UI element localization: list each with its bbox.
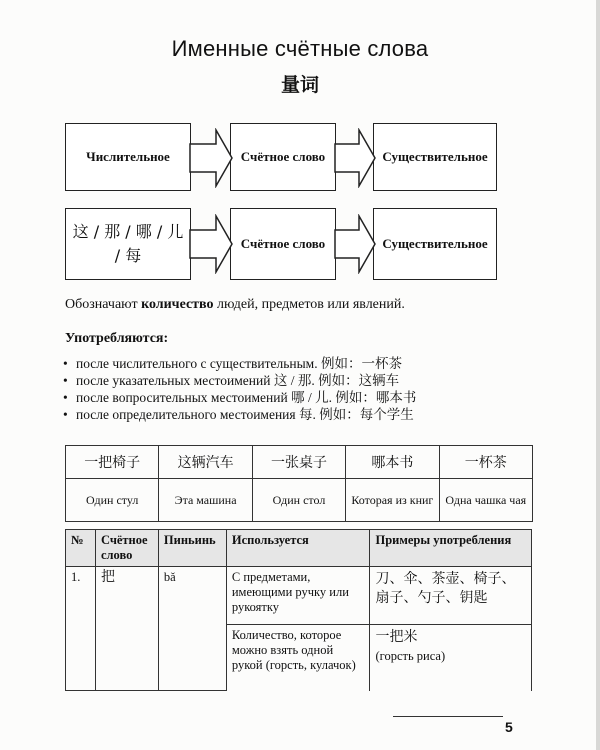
flow2-box-pronouns: 这 / 那 / 哪 / 儿 / 每 [65, 208, 191, 280]
table-cell: 一杯茶 [439, 446, 532, 479]
table-cell: Один стол [252, 479, 345, 522]
uses-heading: Употребляются: [65, 331, 169, 346]
bullet-icon: • [63, 373, 68, 388]
header-cell: Используется [226, 530, 370, 567]
page-title: Именные счётные слова [171, 36, 429, 61]
lead-sentence [65, 297, 405, 313]
pinyin: bǎ [158, 567, 226, 691]
header-cell: Примеры употребления [370, 530, 532, 567]
table-cell: Одна чашка чая [439, 479, 532, 522]
page-subtitle: 量词 [280, 74, 319, 96]
bullet-icon: • [63, 407, 68, 422]
header-cell: № [66, 530, 96, 567]
bullet-icon: • [63, 390, 68, 405]
usage-cell: Количество, которое можно взять одной рукой (горсть, кулачок) [226, 625, 370, 691]
flow1-box-noun: Существительное [373, 123, 497, 191]
flow1-box-numeral: Числительное [65, 123, 191, 191]
flow2-box-counter: Счётное слово [230, 208, 336, 280]
table-cell: Эта машина [159, 479, 252, 522]
usage-list [63, 355, 416, 423]
list-item [63, 406, 416, 423]
table-cell: Которая из книг [346, 479, 439, 522]
header-cell: Пиньинь [158, 530, 226, 567]
table-cell: 一把椅子 [66, 446, 159, 479]
counters-table [65, 529, 532, 691]
table-row [66, 567, 532, 625]
example-cell: 刀、伞、茶壶、椅子、扇子、勺子、钥匙 [370, 567, 532, 625]
counter-word: 把 [95, 567, 158, 691]
arrow-icon [188, 214, 234, 274]
example-chinese: 一把米 [375, 629, 418, 645]
example-cell [370, 625, 532, 691]
table-cell: 这辆汽车 [159, 446, 252, 479]
list-item [63, 372, 416, 389]
flow2-box-noun: Существительное [373, 208, 497, 280]
row-number: 1. [66, 567, 96, 691]
page-edge [596, 0, 600, 750]
usage-cell: С предметами, имеющими ручку или рукоятку [226, 567, 370, 625]
table-row [66, 446, 533, 479]
table-cell: 一张桌子 [252, 446, 345, 479]
list-item [63, 389, 416, 406]
table-row [66, 479, 533, 522]
list-item-text: после вопросительных местоимений 哪 / 儿. 例如：哪本书 [76, 390, 417, 405]
footer-rule [393, 716, 503, 717]
list-item-text: после определительного местоимения 每. 例如：每个学生 [76, 407, 414, 422]
table-cell: Один стул [66, 479, 159, 522]
lead-text: людей, предметов или явлений. [213, 297, 405, 312]
table-header-row [66, 530, 532, 567]
arrow-icon [188, 128, 234, 188]
lead-text: Обозначают [65, 297, 142, 312]
list-item-text: после указательных местоимений 这 / 那. 例如：这辆车 [76, 373, 400, 388]
example-translation: (горсть риса) [375, 649, 446, 663]
lead-bold-word: количество [141, 297, 214, 312]
arrow-icon [333, 214, 377, 274]
list-item [63, 355, 416, 372]
table-cell: 哪本书 [346, 446, 439, 479]
flow1-box-counter: Счётное слово [230, 123, 336, 191]
bullet-icon: • [63, 356, 68, 371]
arrow-icon [333, 128, 377, 188]
list-item-text: после числительного с существительным. 例如：一杯茶 [76, 356, 402, 371]
header-cell: Счётное слово [95, 530, 158, 567]
examples-table [65, 445, 533, 522]
page-number: 5 [505, 719, 513, 735]
